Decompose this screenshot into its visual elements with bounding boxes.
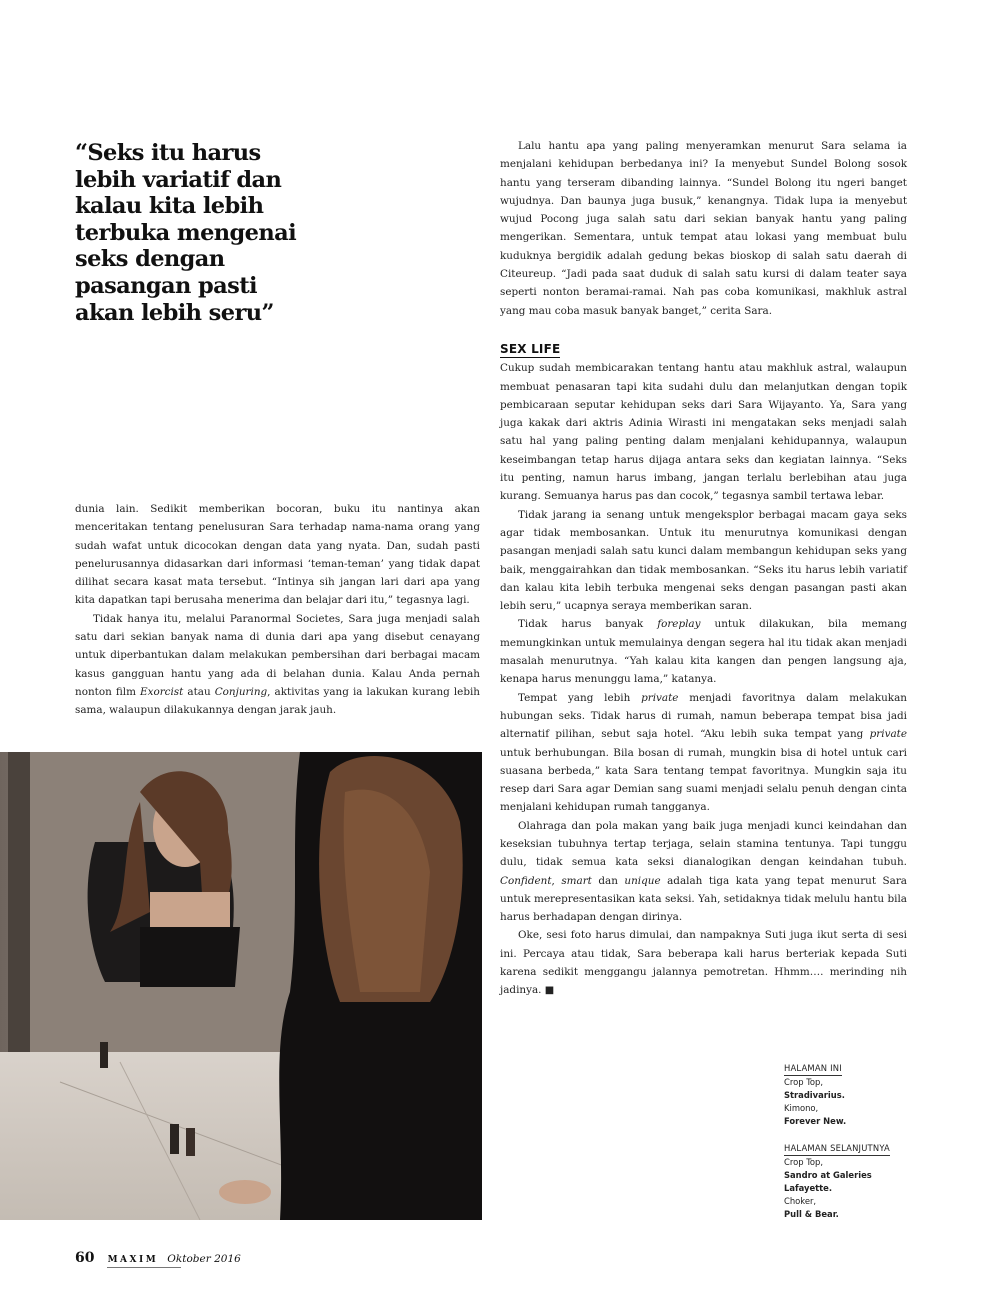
pull-quote [75, 140, 375, 326]
credit-brand: Stradivarius. [784, 1090, 845, 1100]
section-heading: SEX LIFE [500, 341, 561, 356]
article-paragraph: Tidak hanya itu, melalui Paranormal Societes, Sara juga menjadi salah satu dari sekian banyak nama di dunia dari apa yang disebut cenayang untuk diperbantukan dalam melakukan pembersihan dari berbagai macam kasus gangguan hantu yang ada di belahan dunia. Kalau Anda pernah nonton film Exorcist atau Conjuring, aktivitas yang ia lakukan kurang lebih sama, walaupun dilakukannya dengan jarak jauh. [75, 612, 480, 717]
article-paragraph: Tempat yang lebih private menjadi favoritnya dalam melakukan hubungan seks. Tidak harus di rumah, namun beberapa tempat bisa jadi alternatif pilihan, sebut saja hotel. “Aku lebih suka tempat yang private untuk berhubungan. Bila bosan di rumah, mungkin bisa di hotel untuk cari suasana berbeda,” kata Sara tentang tempat favoritnya. Mungkin saja itu resep dari Sara agar Demian sang suami menjadi selalu penuh dengan cinta menjalani kehidupan rumah tangganya. [500, 691, 907, 814]
end-mark-icon: ■ [544, 985, 555, 997]
feature-photo [0, 752, 482, 1220]
pull-quote-line: kalau kita lebih [75, 193, 264, 220]
page-footer [75, 1247, 241, 1266]
article-paragraph: Olahraga dan pola makan yang baik juga menjadi kunci keindahan dan keseksian tubuhnya tertap terjaga, selain stamina tentunya. Tapi tunggu dulu, tidak semua kata seksi dianalogikan dengan keindahan tubuh. Confident, smart dan unique adalah tiga kata yang tepat menurut Sara untuk merepresentasikan kata seksi. Yah, setidaknya tidak melulu hantu bila harus berhadapan dengan dirinya. [500, 819, 907, 924]
credit-item: Kimono, [784, 1103, 819, 1113]
article-right-column [500, 137, 907, 1001]
pull-quote-line: seks dengan [75, 246, 225, 273]
credit-brand: Lafayette. [784, 1183, 833, 1193]
article-left-column [75, 500, 480, 720]
credit-item: Crop Top, [784, 1077, 824, 1087]
article-paragraph: Cukup sudah membicarakan tentang hantu atau makhluk astral, walaupun membuat penasaran tapi kita sudahi dulu dan melanjutkan dengan topik pembicaraan seputar kehidupan seks dari Sara Wijayanto. Ya, Sara yang juga kakak dari aktris Adinia Wirasti ini mengatakan seks menjadi salah satu hal yang paling penting dalam menjalani kehidupannya, walaupun keseimbangan tetap harus dijaga antara seks dan kegiatan lainnya. “Seks itu penting, namun harus imbang, jangan terlalu berlebihan atau juga kurang. Semuanya harus pas dan cocok,” tegasnya sambil tertawa lebar. [500, 362, 907, 503]
article-paragraph: Lalu hantu apa yang paling menyeramkan menurut Sara selama ia menjalani kehidupan berbedanya ini? Ia menyebut Sundel Bolong sosok hantu yang terseram dibanding lainnya. “Sundel Bolong itu ngeri banget wujudnya. Dan baunya juga busuk,” kenangnya. Tidak lupa ia menyebut wujud Pocong juga salah satu dari sekian banyak hantu yang paling mengerikan. Sementara, untuk tempat atau lokasi yang membuat bulu kuduknya bergidik adalah gedung bekas bioskop di salah satu daerah di Citeureup. “Jadi pada saat duduk di salah satu kursi di dalam teater saya seperti nonton beramai-ramai. Nah pas coba komunikasi, makhluk astral yang mau coba masuk banyak banget,” cerita Sara. [500, 140, 907, 317]
article-paragraph: Oke, sesi foto harus dimulai, dan nampaknya Suti juga ikut serta di sesi ini. Percaya atau tidak, Sara beberapa kali harus berteriak kepada Suti karena sedikit menggangu jalannya pemotretan. Hhmm…. merinding nih jadinya. ■ [500, 929, 907, 997]
credit-item: Crop Top, [784, 1157, 824, 1167]
pull-quote-line: akan lebih seru” [75, 299, 274, 326]
credit-item: Choker, [784, 1196, 817, 1206]
photo-illustration [0, 752, 482, 1220]
credits-heading: HALAMAN INI [784, 1062, 842, 1076]
credit-brand: Forever New. [784, 1116, 847, 1126]
article-paragraph: Tidak harus banyak foreplay untuk dilakukan, bila memang memungkinkan untuk memulainya dengan segera hal itu tidak akan menjadi masalah menurutnya. “Yah kalau kita kangen dan pengen langsung aja, kenapa harus menunggu lama,” katanya. [500, 618, 907, 686]
credit-brand: Sandro at Galeries [784, 1170, 872, 1180]
credits-heading: HALAMAN SELANJUTNYA [784, 1142, 890, 1156]
article-paragraph: Tidak jarang ia senang untuk mengeksplor berbagai macam gaya seks agar tidak membosankan. Untuk itu menurutnya komunikasi dengan pasangan menjadi salah satu kunci dalam membangun kehidupan seks yang baik, menggairahkan dan tidak membosankan. “Seks itu harus lebih variatif dan kalau kita lebih terbuka mengenai seks dengan pasangan pasti akan lebih seru,” ucapnya seraya memberikan saran. [500, 508, 907, 613]
pull-quote-line: lebih variatif dan [75, 166, 282, 193]
article-paragraph: dunia lain. Sedikit memberikan bocoran, buku itu nantinya akan menceritakan tentang penelusuran Sara terhadap nama-nama orang yang sudah wafat untuk dicocokan dengan data yang nyata. Dan, sudah pasti penelurusannya didasarkan dari informasi ‘teman-teman’ yang tidak dapat dilihat secara kasat mata tersebut. “Intinya sih jangan lari dari apa yang kita dapatkan tapi berusaha menerima dan belajar dari itu,” tegasnya lagi. [75, 503, 480, 607]
fashion-credits [784, 1062, 934, 1221]
credit-brand: Pull & Bear. [784, 1209, 839, 1219]
pull-quote-line: pasangan pasti [75, 272, 257, 299]
pull-quote-line: “Seks itu harus [75, 140, 261, 166]
issue-date: Oktober 2016 [167, 1253, 241, 1265]
pull-quote-line: terbuka mengenai [75, 219, 297, 246]
footer-rule [107, 1267, 181, 1268]
page-number: 60 [75, 1250, 95, 1266]
magazine-name: MAXIM [107, 1255, 159, 1265]
